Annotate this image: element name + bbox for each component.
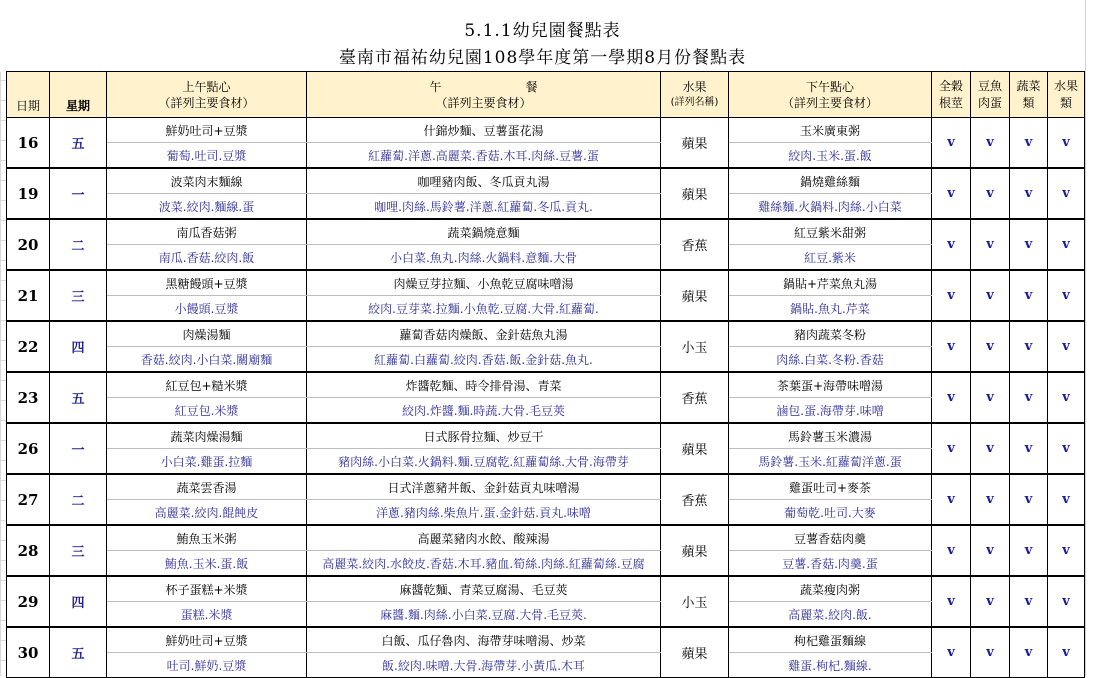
day-row [7,321,1085,347]
afternoon-snack-ingredients[interactable]: 鍋貼.魚丸.芹菜 [729,296,932,322]
grains-check[interactable]: v [932,576,971,627]
fruit-category-check[interactable]: v [1048,423,1085,474]
protein-check[interactable]: v [971,270,1010,321]
morning-snack-dish[interactable]: 鮮奶吐司+豆漿 [107,627,307,653]
morning-snack-dish[interactable]: 鮪魚玉米粥 [107,525,307,551]
weekday-cell[interactable]: 一 [50,423,107,474]
fruit-cell[interactable]: 香蕉 [661,219,729,270]
header-fruit-category[interactable] [1048,72,1085,118]
morning-snack-ingredients[interactable]: 波菜.絞肉.麵線.蛋 [107,194,307,220]
afternoon-snack-dish[interactable]: 鍋燒雞絲麵 [729,168,932,194]
date-cell[interactable]: 22 [7,321,50,372]
header-morning-note: （詳列主要食材） [158,95,255,110]
afternoon-snack-dish[interactable]: 蔬菜瘦肉粥 [729,576,932,602]
morning-snack-ingredients[interactable]: 香菇.絞肉.小白菜.關廟麵 [107,347,307,373]
morning-snack-ingredients[interactable]: 葡萄.吐司.豆漿 [107,143,307,169]
date-cell[interactable]: 20 [7,219,50,270]
afternoon-snack-dish[interactable]: 玉米廣東粥 [729,118,932,143]
vegetables-check[interactable]: v [1010,525,1048,576]
header-vegetables-line2: 類 [1022,95,1035,110]
protein-check[interactable]: v [971,525,1010,576]
morning-snack-ingredients[interactable]: 紅豆包.米漿 [107,398,307,424]
vegetables-check[interactable]: v [1010,474,1048,525]
protein-check[interactable]: v [971,423,1010,474]
menu-subtitle: 臺南市福祐幼兒園108學年度第一學期8月份餐點表 [338,48,747,68]
vegetables-check[interactable]: v [1010,372,1048,423]
lunch-ingredients[interactable]: 麻醬.麵.肉絲.小白菜.豆腐.大骨.毛豆莢. [307,602,661,628]
header-afternoon-snack[interactable] [729,72,932,118]
title-area [0,0,1085,72]
date-cell[interactable]: 19 [7,168,50,219]
fruit-category-check[interactable]: v [1048,474,1085,525]
date-cell[interactable]: 29 [7,576,50,627]
day-ingredients-row [7,245,1085,271]
day-ingredients-row [7,398,1085,424]
fruit-cell[interactable]: 香蕉 [661,372,729,423]
day-row [7,219,1085,245]
afternoon-snack-ingredients[interactable]: 絞肉.玉米.蛋.飯 [729,143,932,169]
meal-menu-table [6,71,1085,678]
lunch-ingredients[interactable]: 咖哩.肉絲.馬鈴薯.洋蔥.紅蘿蔔.冬瓜.貢丸. [307,194,661,220]
day-ingredients-row [7,653,1085,678]
grains-check[interactable]: v [932,474,971,525]
day-ingredients-row [7,551,1085,577]
header-row [7,72,1085,118]
fruit-category-check[interactable]: v [1048,372,1085,423]
fruit-category-check[interactable]: v [1048,627,1085,678]
fruit-category-check[interactable]: v [1048,576,1085,627]
fruit-category-check[interactable]: v [1048,525,1085,576]
lunch-ingredients[interactable]: 絞肉.豆芽菜.拉麵.小魚乾.豆腐.大骨.紅蘿蔔. [307,296,661,322]
fruit-cell[interactable]: 蘋果 [661,627,729,678]
date-cell[interactable]: 23 [7,372,50,423]
fruit-cell[interactable]: 蘋果 [661,118,729,169]
header-grains-line1: 全穀 [938,78,963,93]
fruit-category-check[interactable]: v [1048,118,1085,169]
protein-check[interactable]: v [971,627,1010,678]
protein-check[interactable]: v [971,168,1010,219]
vegetables-check[interactable]: v [1010,627,1048,678]
protein-check[interactable]: v [971,474,1010,525]
afternoon-snack-ingredients[interactable]: 肉絲.白菜.冬粉.香菇 [729,347,932,373]
morning-snack-ingredients[interactable]: 小白菜.雞蛋.拉麵 [107,449,307,475]
afternoon-snack-ingredients[interactable]: 紅豆.紫米 [729,245,932,271]
afternoon-snack-ingredients[interactable]: 雞蛋.枸杞.麵線. [729,653,932,678]
day-ingredients-row [7,347,1085,373]
fruit-category-check[interactable]: v [1048,270,1085,321]
weekday-cell[interactable]: 二 [50,219,107,270]
date-cell[interactable]: 27 [7,474,50,525]
day-row [7,627,1085,653]
header-lunch-note: （詳列主要食材） [435,95,532,110]
weekday-cell[interactable]: 五 [50,627,107,678]
lunch-ingredients[interactable]: 高麗菜.絞肉.水餃皮.香菇.木耳.豬血.筍絲.肉絲.紅蘿蔔絲.豆腐 [307,551,661,577]
day-row [7,168,1085,194]
day-ingredients-row [7,449,1085,475]
afternoon-snack-ingredients[interactable]: 滷包.蛋.海帶芽.味噌 [729,398,932,424]
header-fruit-note: (詳列名稱) [670,96,719,108]
lunch-ingredients[interactable]: 洋蔥.豬肉絲.柴魚片.蛋.金針菇.貢丸.味噌 [307,500,661,526]
morning-snack-dish[interactable]: 鮮奶吐司+豆漿 [107,118,307,143]
weekday-cell[interactable]: 三 [50,270,107,321]
afternoon-snack-ingredients[interactable]: 雞絲麵.火鍋料.肉絲.小白菜 [729,194,932,220]
weekday-cell[interactable]: 五 [50,118,107,169]
afternoon-snack-ingredients[interactable]: 豆薯.香菇.肉羹.蛋 [729,551,932,577]
grains-check[interactable]: v [932,423,971,474]
fruit-cell[interactable]: 蘋果 [661,525,729,576]
vegetables-check[interactable]: v [1010,423,1048,474]
header-vegetables[interactable] [1010,72,1048,118]
fruit-cell[interactable]: 小玉 [661,576,729,627]
lunch-dish[interactable]: 咖哩豬肉飯、冬瓜貢丸湯 [307,168,661,194]
afternoon-snack-dish[interactable]: 馬鈴薯玉米濃湯 [729,423,932,449]
fruit-cell[interactable]: 蘋果 [661,168,729,219]
day-ingredients-row [7,500,1085,526]
fruit-cell[interactable]: 香蕉 [661,474,729,525]
afternoon-snack-ingredients[interactable]: 高麗菜.絞肉.飯. [729,602,932,628]
date-cell[interactable]: 30 [7,627,50,678]
grains-check[interactable]: v [932,118,971,169]
document-title: 5.1.1幼兒園餐點表 [464,21,621,41]
header-fruit-category-line1: 水果 [1053,78,1078,93]
header-fruit-title: 水果 [682,79,707,94]
grains-check[interactable]: v [932,321,971,372]
morning-snack-ingredients[interactable]: 吐司.鮮奶.豆漿 [107,653,307,678]
protein-check[interactable]: v [971,576,1010,627]
fruit-category-check[interactable]: v [1048,219,1085,270]
fruit-category-check[interactable]: v [1048,321,1085,372]
day-row [7,576,1085,602]
fruit-cell[interactable]: 蘋果 [661,270,729,321]
header-protein-line2: 肉蛋 [977,95,1002,110]
day-row [7,118,1085,143]
header-fruit[interactable] [661,72,729,118]
weekday-cell[interactable]: 四 [50,576,107,627]
afternoon-snack-dish[interactable]: 鍋貼+芹菜魚丸湯 [729,270,932,296]
morning-snack-dish[interactable]: 紅豆包+糙米漿 [107,372,307,398]
lunch-dish[interactable]: 蘿蔔香菇肉燥飯、金針菇魚丸湯 [307,321,661,347]
date-cell[interactable]: 28 [7,525,50,576]
lunch-dish[interactable]: 肉燥豆芽拉麵、小魚乾豆腐味噌湯 [307,270,661,296]
header-afternoon-note: （詳列主要食材） [781,95,878,110]
morning-snack-ingredients[interactable]: 蛋糕.米漿 [107,602,307,628]
lunch-ingredients[interactable]: 飯.絞肉.味噌.大骨.海帶芽.小黃瓜.木耳 [307,653,661,678]
lunch-dish[interactable]: 日式洋蔥豬丼飯、金針菇貢丸味噌湯 [307,474,661,500]
lunch-dish[interactable]: 麻醬乾麵、青菜豆腐湯、毛豆莢 [307,576,661,602]
protein-check[interactable]: v [971,118,1010,169]
weekday-cell[interactable]: 五 [50,372,107,423]
header-lunch-title: 午 餐 [429,79,538,94]
protein-check[interactable]: v [971,219,1010,270]
morning-snack-dish[interactable]: 波菜肉末麵線 [107,168,307,194]
afternoon-snack-dish[interactable]: 茶葉蛋+海帶味噌湯 [729,372,932,398]
header-date[interactable]: 日期 [7,72,50,118]
protein-check[interactable]: v [971,372,1010,423]
day-row [7,270,1085,296]
lunch-ingredients[interactable]: 紅蘿蔔.洋蔥.高麗菜.香菇.木耳.肉絲.豆薯.蛋 [307,143,661,169]
header-weekday[interactable]: 星期 [50,72,107,118]
header-morning-snack[interactable] [107,72,307,118]
day-ingredients-row [7,602,1085,628]
protein-check[interactable]: v [971,321,1010,372]
morning-snack-dish[interactable]: 蔬菜肉燥湯麵 [107,423,307,449]
menu-body [7,118,1085,678]
vegetables-check[interactable]: v [1010,219,1048,270]
header-grains-line2: 根莖 [938,95,963,110]
header-protein-line1: 豆魚 [977,78,1002,93]
afternoon-snack-dish[interactable]: 雞蛋吐司+麥茶 [729,474,932,500]
afternoon-snack-ingredients[interactable]: 葡萄乾.吐司.大麥 [729,500,932,526]
morning-snack-dish[interactable]: 黑糖饅頭+豆漿 [107,270,307,296]
afternoon-snack-ingredients[interactable]: 馬鈴薯.玉米.紅蘿蔔洋蔥.蛋 [729,449,932,475]
lunch-ingredients[interactable]: 絞肉.炸醬.麵.時蔬.大骨.毛豆莢 [307,398,661,424]
fruit-cell[interactable]: 小玉 [661,321,729,372]
fruit-cell[interactable]: 蘋果 [661,423,729,474]
afternoon-snack-dish[interactable]: 豬肉蔬菜冬粉 [729,321,932,347]
lunch-dish[interactable]: 日式豚骨拉麵、炒豆干 [307,423,661,449]
lunch-ingredients[interactable]: 小白菜.魚丸.肉絲.火鍋料.意麵.大骨 [307,245,661,271]
header-afternoon-title: 下午點心 [805,79,854,94]
lunch-dish[interactable]: 蔬菜鍋燒意麵 [307,219,661,245]
day-row [7,525,1085,551]
morning-snack-ingredients[interactable]: 小饅頭.豆漿 [107,296,307,322]
morning-snack-dish[interactable]: 杯子蛋糕+米漿 [107,576,307,602]
vegetables-check[interactable]: v [1010,270,1048,321]
afternoon-snack-dish[interactable]: 枸杞雞蛋麵線 [729,627,932,653]
day-ingredients-row [7,296,1085,322]
vegetables-check[interactable]: v [1010,321,1048,372]
lunch-ingredients[interactable]: 紅蘿蔔.白蘿蔔.絞肉.香菇.飯.金針菇.魚丸. [307,347,661,373]
fruit-category-check[interactable]: v [1048,168,1085,219]
morning-snack-dish[interactable]: 蔬菜雲香湯 [107,474,307,500]
sheet-edge-column [1085,0,1102,676]
morning-snack-dish[interactable]: 肉燥湯麵 [107,321,307,347]
day-ingredients-row [7,143,1085,169]
weekday-cell[interactable]: 一 [50,168,107,219]
vegetables-check[interactable]: v [1010,168,1048,219]
vegetables-check[interactable]: v [1010,576,1048,627]
date-cell[interactable]: 26 [7,423,50,474]
grains-check[interactable]: v [932,168,971,219]
grains-check[interactable]: v [932,270,971,321]
header-fruit-category-line2: 類 [1059,95,1072,110]
lunch-dish[interactable]: 什錦炒麵、豆薯蛋花湯 [307,118,661,143]
date-cell[interactable]: 16 [7,118,50,169]
day-row [7,423,1085,449]
morning-snack-ingredients[interactable]: 高麗菜.絞肉.餛飩皮 [107,500,307,526]
lunch-dish[interactable]: 炸醬乾麵、時令排骨湯、青菜 [307,372,661,398]
morning-snack-ingredients[interactable]: 南瓜.香菇.絞肉.飯 [107,245,307,271]
lunch-dish[interactable]: 高麗菜豬肉水餃、酸辣湯 [307,525,661,551]
weekday-cell[interactable]: 四 [50,321,107,372]
date-cell[interactable]: 21 [7,270,50,321]
morning-snack-ingredients[interactable]: 鮪魚.玉米.蛋.飯 [107,551,307,577]
header-lunch[interactable] [307,72,661,118]
header-grains[interactable] [932,72,971,118]
grains-check[interactable]: v [932,219,971,270]
morning-snack-dish[interactable]: 南瓜香菇粥 [107,219,307,245]
header-protein[interactable] [971,72,1010,118]
grains-check[interactable]: v [932,525,971,576]
grains-check[interactable]: v [932,372,971,423]
afternoon-snack-dish[interactable]: 紅豆紫米甜粥 [729,219,932,245]
day-ingredients-row [7,194,1085,220]
grains-check[interactable]: v [932,627,971,678]
day-row [7,372,1085,398]
lunch-ingredients[interactable]: 豬肉絲.小白菜.火鍋料.麵.豆腐乾.紅蘿蔔絲.大骨.海帶芽 [307,449,661,475]
weekday-cell[interactable]: 二 [50,474,107,525]
header-morning-title: 上午點心 [182,79,231,94]
header-vegetables-line1: 蔬菜 [1016,78,1041,93]
afternoon-snack-dish[interactable]: 豆薯香菇肉羹 [729,525,932,551]
weekday-cell[interactable]: 三 [50,525,107,576]
lunch-dish[interactable]: 白飯、瓜仔魯肉、海帶芽味噌湯、炒菜 [307,627,661,653]
day-row [7,474,1085,500]
vegetables-check[interactable]: v [1010,118,1048,169]
